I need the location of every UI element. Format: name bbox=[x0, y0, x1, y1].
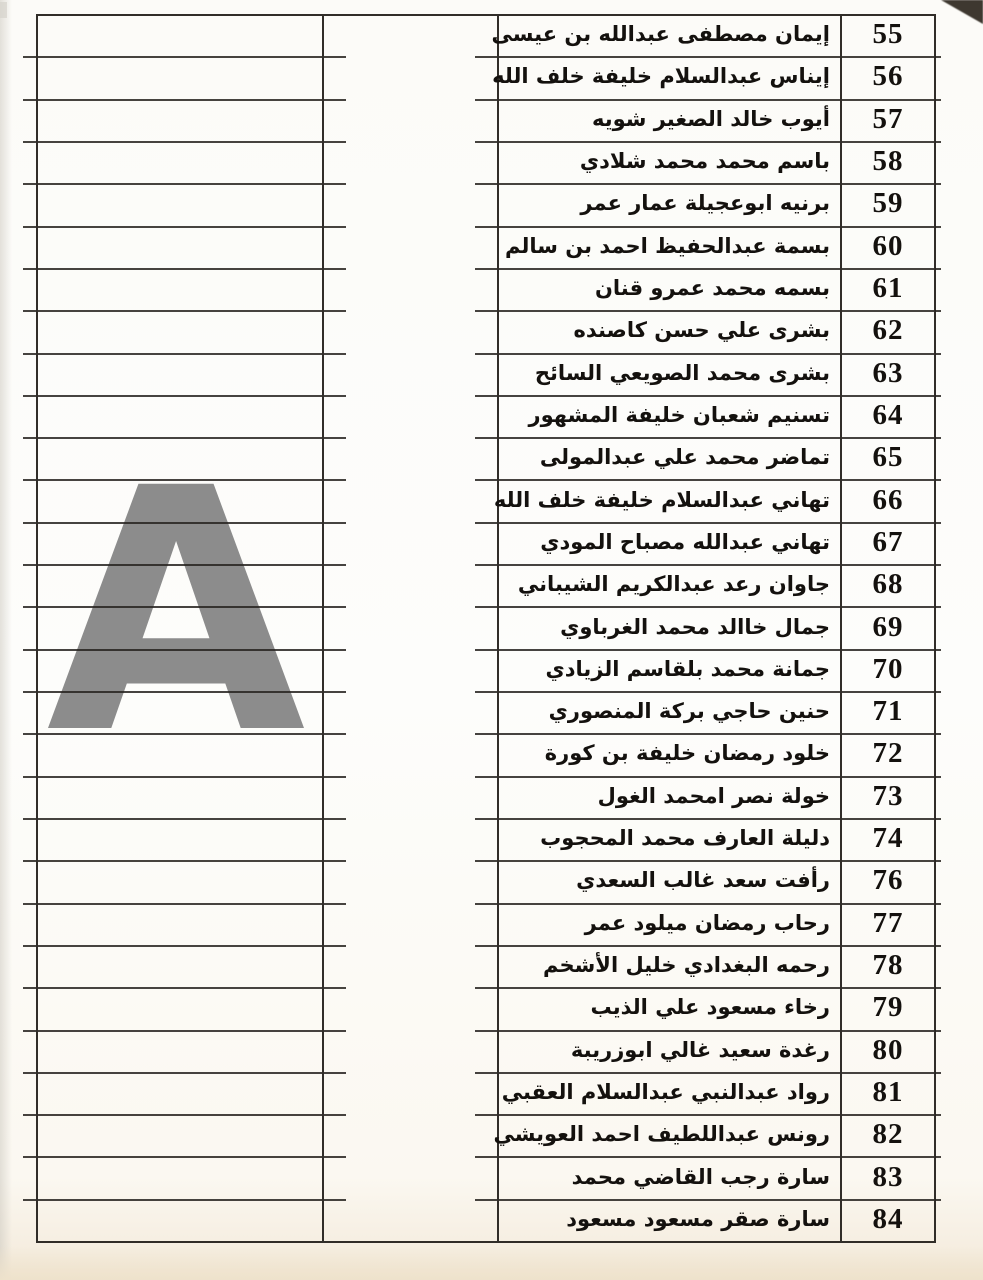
name-cell: جاوان رعد عبدالكريم الشيباني bbox=[499, 566, 840, 608]
number-cell: 78 bbox=[842, 947, 934, 989]
number-cell: 83 bbox=[842, 1158, 934, 1200]
name-cell: دليلة العارف محمد المحجوب bbox=[499, 820, 840, 862]
empty-cell bbox=[38, 1074, 322, 1116]
name-cell: جمال خاالد محمد الغرباوي bbox=[499, 608, 840, 650]
name-cell: باسم محمد محمد شلادي bbox=[499, 143, 840, 185]
number-cell: 63 bbox=[842, 355, 934, 397]
name-cell: سارة صقر مسعود مسعود bbox=[566, 1206, 830, 1231]
number-cell: 80 bbox=[842, 1032, 934, 1074]
number-cell: 62 bbox=[842, 312, 934, 354]
page-corner-fold-artifact bbox=[941, 0, 983, 24]
empty-cell bbox=[38, 778, 322, 820]
name-cell: بسمه محمد عمرو قنان bbox=[499, 270, 840, 312]
name-cell: حنين حاجي بركة المنصوري bbox=[499, 693, 840, 735]
name-cell: بشرى محمد الصويعي السائح bbox=[499, 355, 840, 397]
empty-cell bbox=[38, 862, 322, 904]
name-cell: رحاب رمضان ميلود عمر bbox=[499, 905, 840, 947]
number-cell: 72 bbox=[842, 735, 934, 777]
name-cell: رونس عبداللطيف احمد العويشي bbox=[499, 1116, 840, 1158]
number-cell: 57 bbox=[842, 101, 934, 143]
empty-cell bbox=[38, 16, 322, 58]
empty-cell bbox=[38, 58, 322, 100]
empty-cell bbox=[38, 228, 322, 270]
number-cell: 82 bbox=[842, 1116, 934, 1158]
number-cell: 66 bbox=[842, 481, 934, 523]
empty-cell bbox=[38, 1032, 322, 1074]
column-names bbox=[491, 16, 842, 1241]
name-cell: رغدة سعيد غالي ابوزريبة bbox=[499, 1032, 840, 1074]
name-cell: رحمه البغدادي خليل الأشخم bbox=[499, 947, 840, 989]
number-cell: 56 bbox=[842, 58, 934, 100]
column-empty-middle bbox=[324, 16, 499, 1241]
name-cell: سارة رجب القاضي محمد bbox=[499, 1158, 840, 1200]
page-left-edge-shadow bbox=[0, 0, 12, 1280]
empty-cell bbox=[38, 143, 322, 185]
number-cell: 81 bbox=[842, 1074, 934, 1116]
number-cell: 68 bbox=[842, 566, 934, 608]
number-cell: 74 bbox=[842, 820, 934, 862]
empty-cell bbox=[38, 820, 322, 862]
number-cell: 73 bbox=[842, 778, 934, 820]
number-cell: 67 bbox=[842, 524, 934, 566]
name-cell: تهاني عبدالسلام خليفة خلف الله bbox=[499, 481, 840, 523]
name-cell: رأفت سعد غالب السعدي bbox=[499, 862, 840, 904]
empty-cell bbox=[38, 1201, 322, 1241]
name-cell: إيناس عبدالسلام خليفة خلف الله bbox=[499, 58, 840, 100]
empty-cell bbox=[38, 905, 322, 947]
number-cell: 84 bbox=[872, 1202, 904, 1235]
name-cell: تماضر محمد علي عبدالمولى bbox=[499, 439, 840, 481]
number-cell: 61 bbox=[842, 270, 934, 312]
number-cell: 58 bbox=[842, 143, 934, 185]
name-cell: رواد عبدالنبي عبدالسلام العقبي bbox=[499, 1074, 840, 1116]
number-cell: 64 bbox=[842, 397, 934, 439]
page-bottom-edge-shadow bbox=[0, 1246, 983, 1280]
number-cell: 79 bbox=[842, 989, 934, 1031]
empty-cell bbox=[38, 355, 322, 397]
name-cell: جمانة محمد بلقاسم الزيادي bbox=[499, 651, 840, 693]
empty-cell bbox=[38, 693, 322, 735]
empty-cell bbox=[38, 989, 322, 1031]
empty-cell bbox=[38, 397, 322, 439]
empty-cell bbox=[38, 735, 322, 777]
name-cell: إيمان مصطفى عبدالله بن عيسى bbox=[499, 16, 840, 58]
empty-cell bbox=[38, 947, 322, 989]
name-cell: بشرى علي حسن كاصنده bbox=[499, 312, 840, 354]
name-cell: رخاء مسعود علي الذيب bbox=[499, 989, 840, 1031]
number-cell: 70 bbox=[842, 651, 934, 693]
number-cell: 59 bbox=[842, 185, 934, 227]
empty-cell bbox=[38, 651, 322, 693]
empty-cell bbox=[38, 481, 322, 523]
empty-cell bbox=[38, 185, 322, 227]
empty-cell bbox=[38, 270, 322, 312]
number-cell: 71 bbox=[842, 693, 934, 735]
name-cell: برنيه ابوعجيلة عمار عمر bbox=[499, 185, 840, 227]
number-cell: 77 bbox=[842, 905, 934, 947]
number-cell: 55 bbox=[842, 16, 934, 58]
attendance-table bbox=[36, 14, 936, 1243]
number-cell: 65 bbox=[842, 439, 934, 481]
number-cell: 60 bbox=[842, 228, 934, 270]
empty-cell bbox=[38, 1116, 322, 1158]
name-cell: خلود رمضان خليفة بن كورة bbox=[499, 735, 840, 777]
empty-cell bbox=[38, 524, 322, 566]
empty-cell bbox=[38, 566, 322, 608]
watermark-letter: A bbox=[46, 418, 306, 808]
name-cell: أيوب خالد الصغير شويه bbox=[499, 101, 840, 143]
number-cell: 76 bbox=[842, 862, 934, 904]
number-cell: 69 bbox=[842, 608, 934, 650]
name-cell: تهاني عبدالله مصباح المودي bbox=[499, 524, 840, 566]
empty-cell bbox=[38, 101, 322, 143]
column-empty-left bbox=[38, 16, 324, 1241]
page-top-left-notch bbox=[0, 2, 7, 18]
empty-cell bbox=[38, 439, 322, 481]
column-numbers bbox=[842, 16, 934, 1241]
empty-cell bbox=[38, 312, 322, 354]
name-cell: خولة نصر امحمد الغول bbox=[499, 778, 840, 820]
empty-cell bbox=[38, 1158, 322, 1200]
empty-cell bbox=[38, 608, 322, 650]
name-cell: بسمة عبدالحفيظ احمد بن سالم bbox=[499, 228, 840, 270]
name-cell: تسنيم شعبان خليفة المشهور bbox=[499, 397, 840, 439]
